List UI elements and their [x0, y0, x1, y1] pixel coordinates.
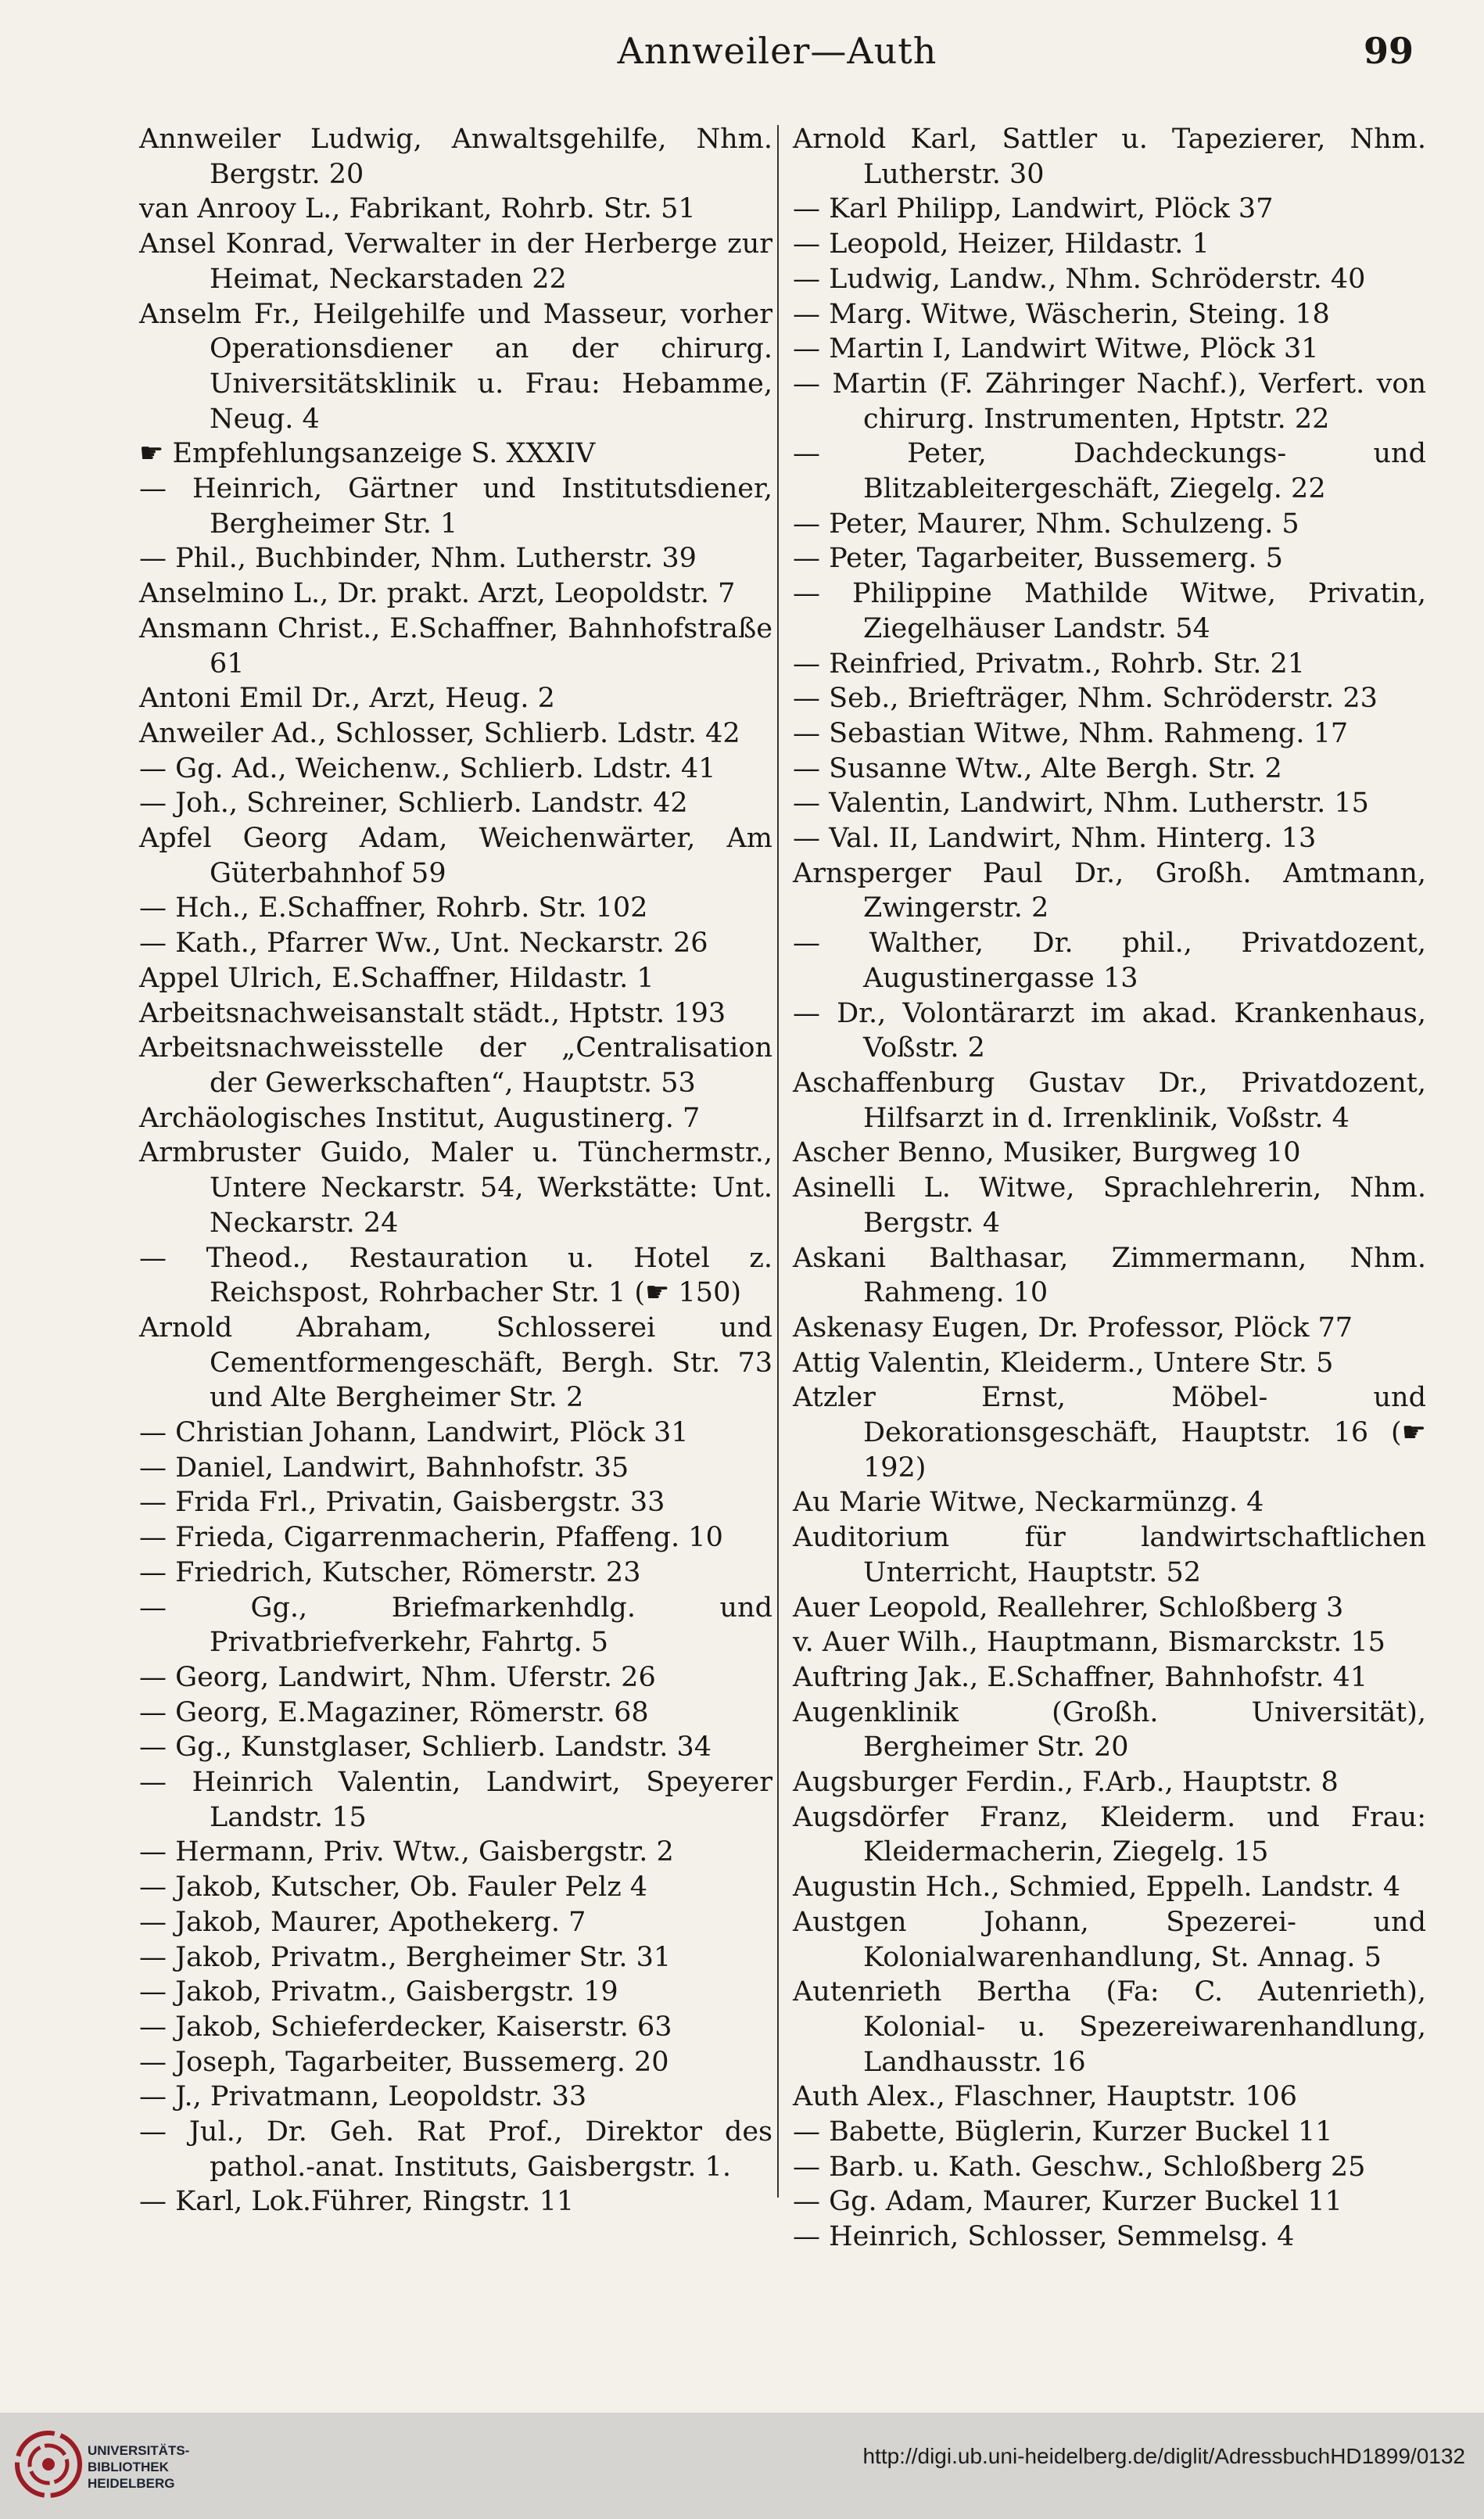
directory-entry: Anselmino L., Dr. prakt. Arzt, Leopoldstr. 7: [139, 578, 736, 610]
directory-entry: — Jakob, Privatm., Bergheimer Str. 31: [139, 1941, 672, 1973]
directory-entry: Anselm Fr., Heilgehilfe und Masseur, vorher Operationsdiener an der chirurg. Universitätsklinik u. Frau: Hebamme, Neug. 4: [139, 298, 772, 435]
directory-entry: Attig Valentin, Kleiderm., Untere Str. 5: [793, 1347, 1334, 1379]
directory-entry: — Theod., Restauration u. Hotel z. Reichspost, Rohrbacher Str. 1 (☛ 150): [139, 1242, 772, 1309]
directory-entry: — Christian Johann, Landwirt, Plöck 31: [139, 1417, 689, 1449]
directory-entry: Appel Ulrich, E.Schaffner, Hildastr. 1: [139, 962, 654, 994]
directory-entry: — Martin I, Landwirt Witwe, Plöck 31: [793, 333, 1319, 365]
directory-entry: — Phil., Buchbinder, Nhm. Lutherstr. 39: [139, 543, 697, 575]
directory-entry: — Ludwig, Landw., Nhm. Schröderstr. 40: [793, 263, 1366, 295]
directory-entry: Antoni Emil Dr., Arzt, Heug. 2: [139, 683, 555, 715]
directory-entry: Auftring Jak., E.Schaffner, Bahnhofstr. 41: [793, 1661, 1368, 1693]
directory-entry: — Karl Philipp, Landwirt, Plöck 37: [793, 193, 1274, 225]
directory-entry: — Jakob, Kutscher, Ob. Fauler Pelz 4: [139, 1871, 648, 1904]
directory-entry: — Walther, Dr. phil., Privatdozent, Augustinergasse 13: [793, 928, 1426, 994]
directory-entry: Auth Alex., Flaschner, Hauptstr. 106: [793, 2081, 1298, 2113]
directory-entry: Atzler Ernst, Möbel- und Dekorationsgeschäft, Hauptstr. 16 (☛ 192): [793, 1382, 1426, 1484]
directory-entry: — Hermann, Priv. Wtw., Gaisbergstr. 2: [139, 1836, 674, 1868]
left-column: [139, 122, 772, 2219]
directory-entry: Armbruster Guido, Maler u. Tünchermstr., Untere Neckarstr. 54, Werkstätte: Unt. Neckarstr. 24: [139, 1137, 772, 1239]
directory-entry: — Georg, E.Magaziner, Römerstr. 68: [139, 1696, 649, 1728]
directory-entry: — Kath., Pfarrer Ww., Unt. Neckarstr. 26: [139, 928, 708, 960]
right-column: [793, 122, 1426, 2255]
directory-entry: v. Auer Wilh., Hauptmann, Bismarckstr. 15: [793, 1627, 1385, 1659]
directory-entry: Apfel Georg Adam, Weichenwärter, Am Güterbahnhof 59: [139, 823, 772, 889]
university-library-logo-icon: [14, 2430, 83, 2499]
directory-entry: van Anrooy L., Fabrikant, Rohrb. Str. 51: [139, 193, 696, 225]
library-name-line: BIBLIOTHEK: [88, 2460, 169, 2474]
directory-entry: Annweiler Ludwig, Anwaltsgehilfe, Nhm. Bergstr. 20: [139, 124, 772, 190]
directory-entry: Arnold Abraham, Schlosserei und Cementformengeschäft, Bergh. Str. 73 und Alte Bergheimer Str. 2: [139, 1312, 772, 1414]
directory-entry: — Heinrich, Schlosser, Semmelsg. 4: [793, 2221, 1295, 2253]
directory-entry: — Jul., Dr. Geh. Rat Prof., Direktor des pathol.-anat. Instituts, Gaisbergstr. 1.: [139, 2116, 772, 2183]
directory-entry: — Philippine Mathilde Witwe, Privatin, Ziegelhäuser Landstr. 54: [793, 578, 1426, 644]
directory-entry: — Joh., Schreiner, Schlierb. Landstr. 42: [139, 788, 688, 820]
directory-entry: — Peter, Maurer, Nhm. Schulzeng. 5: [793, 508, 1299, 540]
directory-entry: Au Marie Witwe, Neckarmünzg. 4: [793, 1487, 1264, 1519]
directory-entry: Askani Balthasar, Zimmermann, Nhm. Rahmeng. 10: [793, 1242, 1426, 1309]
directory-entry: Arbeitsnachweisanstalt städt., Hptstr. 193: [139, 997, 726, 1029]
directory-entry: Autenrieth Bertha (Fa: C. Autenrieth), Kolonial- u. Spezereiwarenhandlung, Landhausstr. 16: [793, 1976, 1426, 2078]
directory-entry: — Frieda, Cigarrenmacherin, Pfaffeng. 10: [139, 1522, 723, 1554]
footer-bar: [0, 2413, 1484, 2519]
directory-entry: — Jakob, Privatm., Gaisbergstr. 19: [139, 1976, 618, 2008]
directory-entry: — Sebastian Witwe, Nhm. Rahmeng. 17: [793, 717, 1349, 749]
directory-entry: — Val. II, Landwirt, Nhm. Hinterg. 13: [793, 823, 1317, 855]
directory-entry: Augustin Hch., Schmied, Eppelh. Landstr. 4: [793, 1871, 1401, 1904]
directory-entry: Ansmann Christ., E.Schaffner, Bahnhofstraße 61: [139, 612, 772, 680]
directory-entry: Arnold Karl, Sattler u. Tapezierer, Nhm. Lutherstr. 30: [793, 124, 1426, 190]
directory-entry: — Peter, Tagarbeiter, Bussemerg. 5: [793, 543, 1283, 575]
directory-entry: — Georg, Landwirt, Nhm. Uferstr. 26: [139, 1661, 656, 1693]
directory-entry: Arbeitsnachweisstelle der „Centralisation der Gewerkschaften“, Hauptstr. 53: [139, 1032, 772, 1099]
directory-entry: Ascher Benno, Musiker, Burgweg 10: [793, 1137, 1301, 1169]
directory-entry: — Karl, Lok.Führer, Ringstr. 11: [139, 2186, 575, 2218]
library-name-line: HEIDELBERG: [88, 2476, 175, 2491]
directory-entry: Austgen Johann, Spezerei- und Kolonialwarenhandlung, St. Annag. 5: [793, 1906, 1426, 1973]
column-divider: [777, 125, 779, 2198]
directory-entry: — Gg., Briefmarkenhdlg. und Privatbriefverkehr, Fahrtg. 5: [139, 1591, 772, 1659]
directory-entry: Auer Leopold, Reallehrer, Schloßberg 3: [793, 1591, 1344, 1624]
source-url-link[interactable]: http://digi.ub.uni-heidelberg.de/diglit/AdressbuchHD1899/0132: [862, 2444, 1465, 2468]
directory-entry: — Joseph, Tagarbeiter, Bussemerg. 20: [139, 2046, 669, 2078]
library-name-line: UNIVERSITÄTS-: [88, 2443, 190, 2458]
library-name: [88, 2442, 189, 2492]
directory-entry: Archäologisches Institut, Augustinerg. 7: [139, 1102, 701, 1134]
directory-entry: Ansel Konrad, Verwalter in der Herberge zur Heimat, Neckarstaden 22: [139, 228, 772, 295]
directory-entry: — Gg. Ad., Weichenw., Schlierb. Ldstr. 41: [139, 752, 716, 784]
directory-entry: Augsburger Ferdin., F.Arb., Hauptstr. 8: [793, 1767, 1339, 1799]
directory-entry: — Jakob, Schieferdecker, Kaiserstr. 63: [139, 2011, 672, 2043]
page-header: [141, 30, 1414, 84]
directory-entry: Aschaffenburg Gustav Dr., Privatdozent, Hilfsarzt in d. Irrenklinik, Voßstr. 4: [793, 1067, 1426, 1134]
directory-entry: — Frida Frl., Privatin, Gaisbergstr. 33: [139, 1487, 665, 1519]
directory-entry: Asinelli L. Witwe, Sprachlehrerin, Nhm. Bergstr. 4: [793, 1172, 1426, 1239]
directory-entry: — Jakob, Maurer, Apothekerg. 7: [139, 1906, 586, 1938]
directory-entry: Askenasy Eugen, Dr. Professor, Plöck 77: [793, 1312, 1353, 1344]
directory-entry: Arnsperger Paul Dr., Großh. Amtmann, Zwingerstr. 2: [793, 857, 1426, 924]
directory-entry: — J., Privatmann, Leopoldstr. 33: [139, 2081, 587, 2113]
running-title: Annweiler—Auth: [617, 30, 937, 72]
page-number: 99: [1363, 30, 1414, 72]
directory-entry: — Peter, Dachdeckungs- und Blitzableitergeschäft, Ziegelg. 22: [793, 438, 1426, 505]
directory-entry: — Reinfried, Privatm., Rohrb. Str. 21: [793, 648, 1305, 680]
directory-entry: — Seb., Briefträger, Nhm. Schröderstr. 23: [793, 683, 1378, 715]
directory-entry: Augsdörfer Franz, Kleiderm. und Frau: Kleidermacherin, Ziegelg. 15: [793, 1801, 1426, 1868]
directory-entry: — Babette, Büglerin, Kurzer Buckel 11: [793, 2116, 1333, 2148]
directory-entry: — Hch., E.Schaffner, Rohrb. Str. 102: [139, 892, 648, 924]
directory-entry: Augenklinik (Großh. Universität), Bergheimer Str. 20: [793, 1696, 1426, 1764]
directory-entry: — Martin (F. Zähringer Nachf.), Verfert. von chirurg. Instrumenten, Hptstr. 22: [793, 368, 1426, 435]
directory-entry: ☛ Empfehlungsanzeige S. XXXIV: [139, 438, 596, 470]
directory-entry: — Gg., Kunstglaser, Schlierb. Landstr. 34: [139, 1731, 712, 1764]
directory-entry: — Marg. Witwe, Wäscherin, Steing. 18: [793, 298, 1330, 330]
directory-entry: Anweiler Ad., Schlosser, Schlierb. Ldstr. 42: [139, 717, 740, 749]
directory-entry: — Daniel, Landwirt, Bahnhofstr. 35: [139, 1451, 629, 1484]
directory-entry: — Gg. Adam, Maurer, Kurzer Buckel 11: [793, 2186, 1342, 2218]
directory-entry: — Leopold, Heizer, Hildastr. 1: [793, 228, 1210, 260]
directory-entry: — Valentin, Landwirt, Nhm. Lutherstr. 15: [793, 788, 1369, 820]
directory-entry: — Dr., Volontärarzt im akad. Krankenhaus, Voßstr. 2: [793, 997, 1426, 1064]
directory-entry: — Barb. u. Kath. Geschw., Schloßberg 25: [793, 2151, 1366, 2183]
directory-entry: — Susanne Wtw., Alte Bergh. Str. 2: [793, 752, 1282, 784]
directory-entry: — Heinrich, Gärtner und Institutsdiener, Bergheimer Str. 1: [139, 473, 772, 540]
directory-entry: Auditorium für landwirtschaftlichen Unterricht, Hauptstr. 52: [793, 1522, 1426, 1588]
directory-entry: — Heinrich Valentin, Landwirt, Speyerer Landstr. 15: [139, 1767, 772, 1833]
directory-entry: — Friedrich, Kutscher, Römerstr. 23: [139, 1556, 641, 1588]
